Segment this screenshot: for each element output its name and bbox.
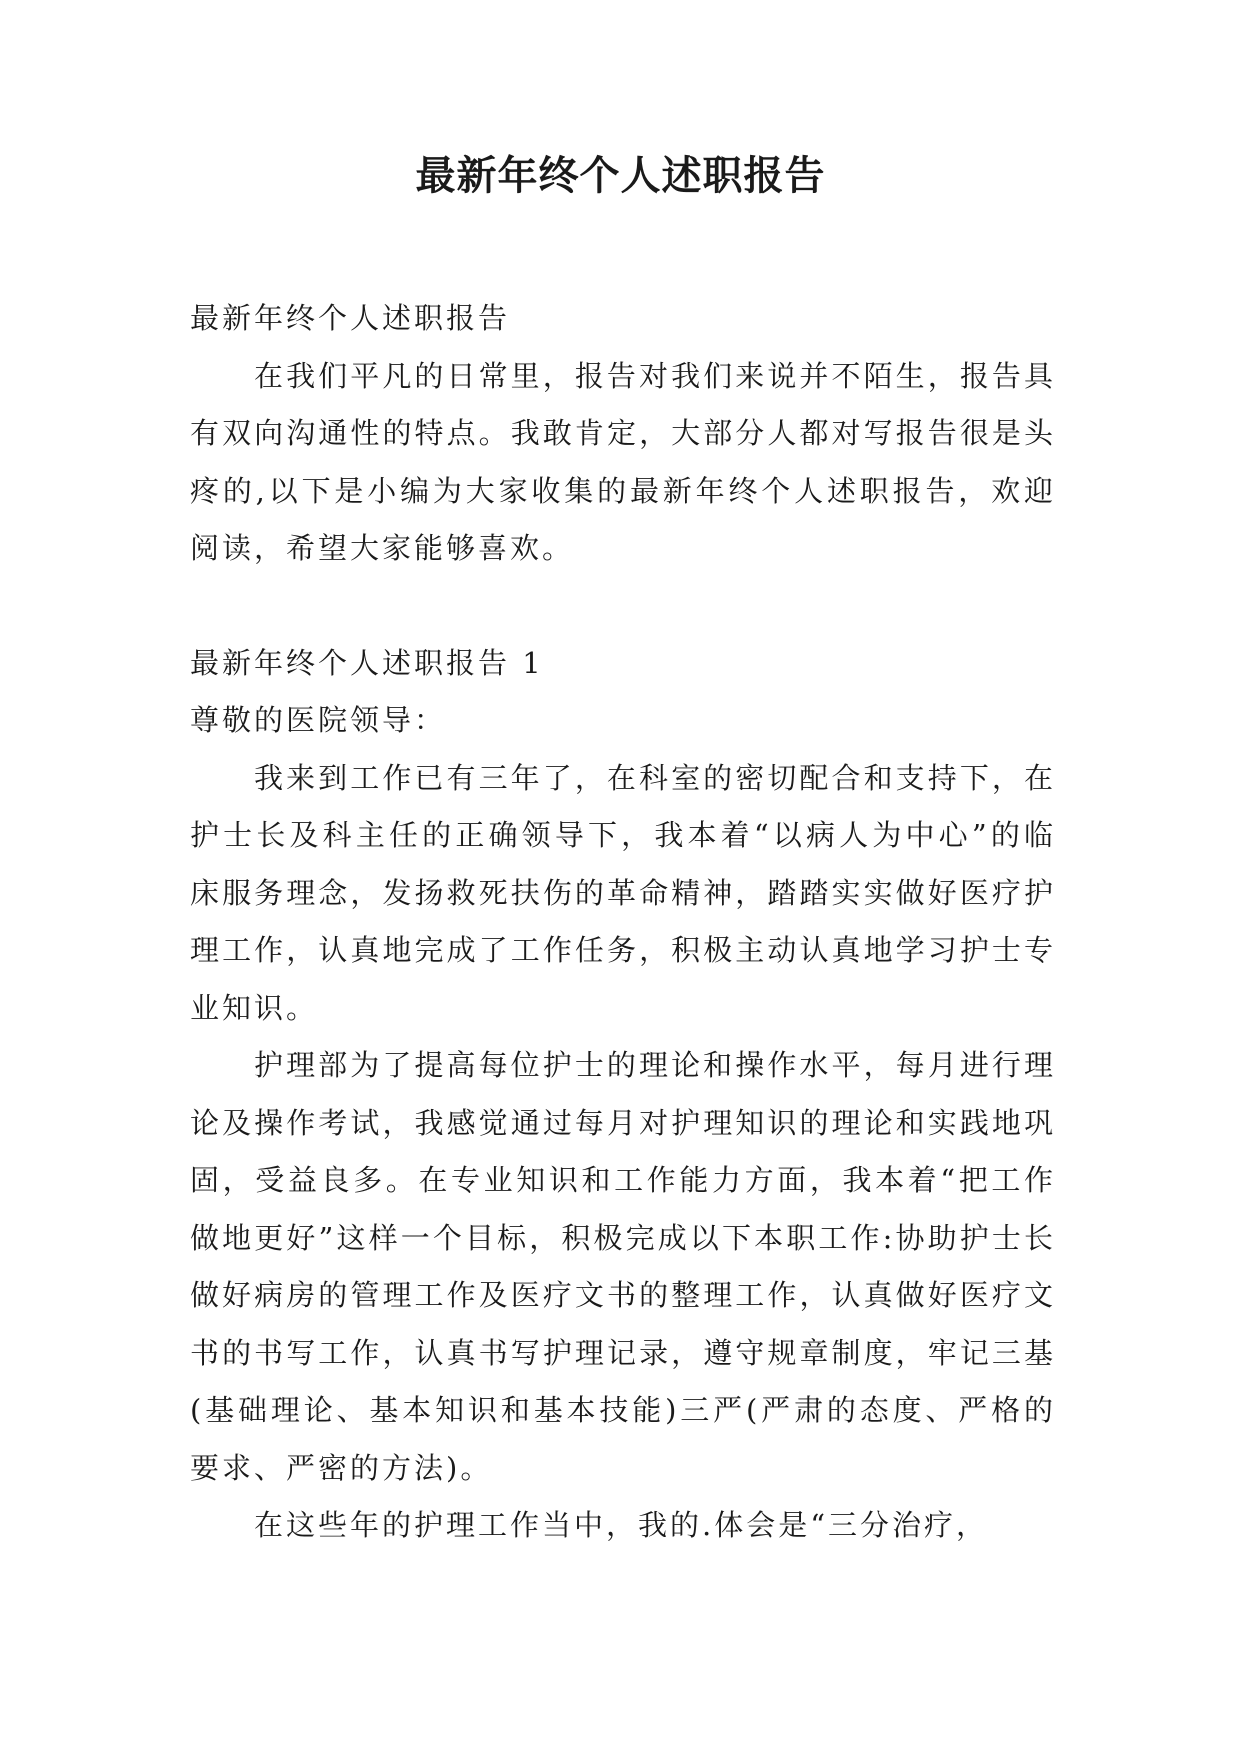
- document-subtitle: 最新年终个人述职报告: [190, 301, 511, 335]
- body-paragraph: 护理部为了提高每位护士的理论和操作水平，每月进行理论及操作考试，我感觉通过每月对护理知识的理论和实践地巩固，受益良多。在专业知识和工作能力方面，我本着“把工作做地更好”这样一个目标，积极完成以下本职工作:协助护士长做好病房的管理工作及医疗文书的整理工作，认真做好医疗文书的书写工作，认真书写护理记录，遵守规章制度，牢记三基(基础理论、基本知识和基本技能)三严(严肃的态度、严格的要求、严密的方法)。: [190, 1048, 1056, 1485]
- body-paragraph: 我来到工作已有三年了，在科室的密切配合和支持下，在护士长及科主任的正确领导下，我本着“以病人为中心”的临床服务理念，发扬救死扶伤的革命精神，踏踏实实做好医疗护理工作，认真地完成了工作任务，积极主动认真地学习护士专业知识。: [190, 760, 1056, 1025]
- body-paragraph: 在这些年的护理工作当中，我的.体会是“三分治疗，: [254, 1508, 989, 1542]
- intro-paragraph: 在我们平凡的日常里，报告对我们来说并不陌生，报告具有双向沟通性的特点。我敢肯定，大部分人都对写报告很是头疼的,以下是小编为大家收集的最新年终个人述职报告，欢迎阅读，希望大家能够喜欢。: [190, 358, 1056, 565]
- document-title: 最新年终个人述职报告: [415, 153, 826, 199]
- section-spacer: [190, 578, 1056, 635]
- section-heading: 最新年终个人述职报告 1: [190, 645, 544, 680]
- document-body: [190, 290, 1056, 1555]
- salutation: 尊敬的医院领导：: [190, 703, 447, 737]
